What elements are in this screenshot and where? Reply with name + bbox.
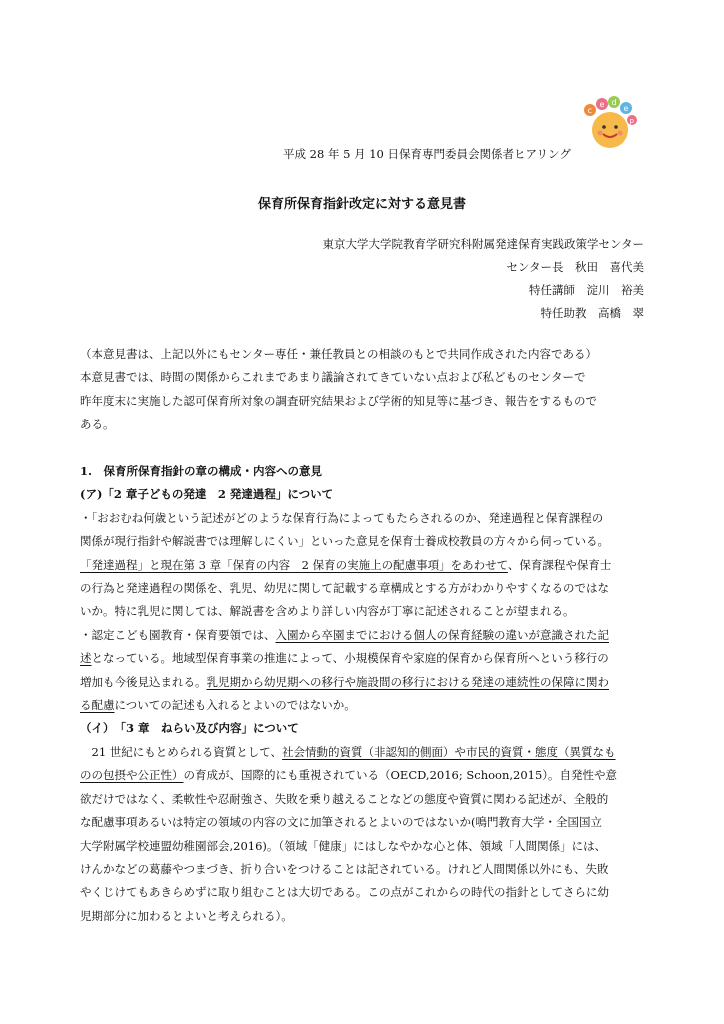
svg-text:d: d (611, 98, 617, 107)
paragraph-line (80, 554, 646, 577)
underlined-phrase: 入園から卒園までにおける個人の保育経験の違いが意識された記 (275, 627, 609, 642)
paragraph-line (80, 764, 646, 787)
svg-text:e: e (599, 100, 605, 109)
intro-line: （本意見書は、上記以外にもセンター専任・兼任教員との相談のもとで共同作成された内容である） (80, 347, 598, 361)
paragraph-line: いか。特に乳児に関しては、解説書を含めより詳しい内容が丁寧に記述されることが望まれる。 (80, 604, 575, 619)
paragraph-line: やくじけてもあきらめずに取り組むことは大切である。この点がこれからの時代の指針としてさらに幼 (80, 885, 609, 900)
text-span: 21 世紀にもとめられる資質として、 (80, 744, 283, 759)
paragraph-line (80, 647, 646, 670)
paragraph-line: ・「おおむね何歳という記述がどのような保育行為によってもたらされるのか、発達過程と保育課程の (80, 510, 604, 525)
author-director: センター長 秋田 喜代美 (506, 260, 644, 274)
intro-line: 本意見書では、時間の関係からこれまであまり議論されてきていない点および私どものセンターで (80, 370, 586, 385)
text-span: についての記述も入れるとよいのではないか。 (114, 698, 356, 713)
intro-line: 昨年度末に実施した認可保育所対象の調査研究結果および学術的知見等に基づき、報告をするもので (80, 393, 598, 408)
document-body (80, 343, 646, 928)
text-span: となっている。地域型保育事業の推進によって、小規模保育や家庭的保育から保育所へという移行の (91, 651, 609, 666)
document-title: 保育所保育指針改定に対する意見書 (257, 197, 466, 212)
underlined-phrase: 「発達過程」と現在第 3 章「保育の内容 2 保育の実施上の配慮事項」をあわせて (80, 557, 508, 572)
subsection-heading-i: （イ） 「3 章 ねらい及び内容」について (80, 721, 299, 736)
paragraph-line: な配慮事項あるいは特定の領域の内容の文に加筆されるとよいのではないか(鳴門教育大学・全国国立 (80, 815, 602, 830)
underlined-phrase: 乳児期から幼児期への移行や施設間の移行における発達の連続性の保障に関わ (206, 674, 609, 689)
cedep-logo (580, 96, 640, 154)
author-lecturer: 特任講師 淀川 裕美 (529, 283, 644, 297)
paragraph-line: けんかなどの葛藤やつまづき、折り合いをつけることは記されている。けれど人間関係以外にも、失敗 (80, 861, 609, 876)
paragraph-line (80, 694, 646, 717)
svg-text:e: e (623, 104, 629, 113)
underlined-phrase: る配慮 (80, 698, 115, 713)
subsection-heading-a: (ア)「2 章子どもの発達 2 発達過程」について (80, 487, 334, 502)
section-heading: 1. 保育所保育指針の章の構成・内容への意見 (80, 464, 323, 479)
author-affiliation: 東京大学大学院教育学研究科附属発達保育実践政策学センター (322, 237, 644, 251)
underlined-phrase: 社会情動的資質（非認知的側面）や市民的資質・態度（異質なも (282, 744, 616, 759)
paragraph-line (80, 624, 646, 647)
text-span: 、保育課程や保育士 (507, 557, 612, 572)
paragraph-line: 大学附属学校連盟幼稚園部会,2016)。（領域「健康」にはしなやかな心と体、領域「人間関係」には、 (80, 838, 607, 853)
hearing-date: 平成 28 年 5 月 10 日保育専門委員会関係者ヒアリング (283, 147, 571, 161)
text-span: ・認定こども園教育・保育要領では、 (80, 627, 276, 642)
paragraph-line: の行為と発達過程の関係を、乳児、幼児に関して記載する章構成とする方がわかりやすくなるのではな (80, 581, 609, 596)
author-assistant-professor: 特任助教 高橋 翠 (540, 306, 644, 320)
paragraph-line (80, 741, 646, 764)
intro-line: ある。 (80, 417, 115, 432)
underlined-phrase: 述 (80, 651, 92, 666)
svg-text:p: p (629, 117, 634, 125)
paragraph-line: 児期部分に加わるとよいと考えられる）。 (80, 908, 293, 923)
text-span: 増加も今後見込まれる。 (80, 674, 207, 689)
underlined-phrase: のの包摂や公正性） (80, 768, 184, 783)
text-span: の育成が、国際的にも重視されている（OECD,2016; Schoon,2015）。自発性や意 (183, 768, 618, 783)
svg-text:c: c (587, 106, 592, 115)
paragraph-line (80, 671, 646, 694)
paragraph-line: 関係が現行指針や解説書では理解しにくい」といった意見を保育士養成校教員の方々から伺っている。 (80, 534, 609, 549)
paragraph-line: 欲だけではなく、柔軟性や忍耐強さ、失敗を乗り越えることなどの態度や資質に関わる記述が、全般的 (80, 791, 609, 806)
